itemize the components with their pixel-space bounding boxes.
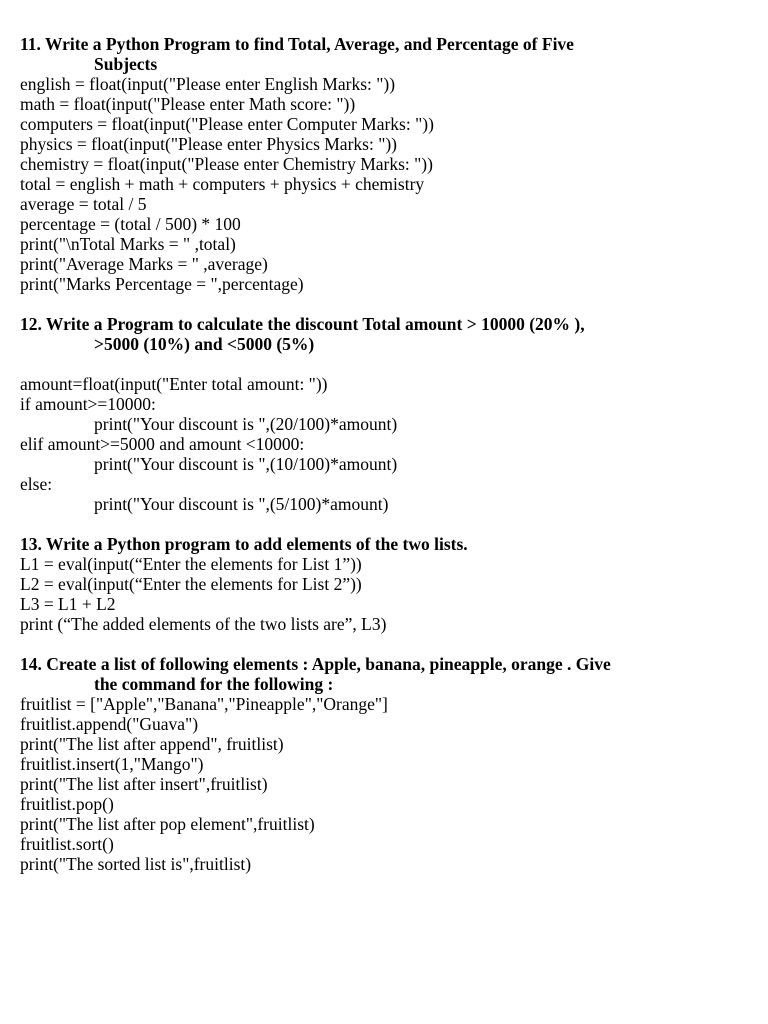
code-line: print("The list after pop element",fruitlist) (20, 814, 315, 834)
question-section (20, 534, 750, 634)
code-line: if amount>=10000: (20, 394, 156, 414)
code-line: print("The list after append", fruitlist) (20, 734, 284, 754)
blank-line (20, 354, 750, 374)
code-line: fruitlist.pop() (20, 794, 114, 814)
question-heading-continuation: the command for the following : (94, 674, 334, 694)
question-heading: 12. Write a Program to calculate the discount Total amount > 10000 (20% ), (20, 314, 585, 334)
code-line: fruitlist.append("Guava") (20, 714, 199, 734)
section-spacer (20, 294, 750, 314)
code-line: elif amount>=5000 and amount <10000: (20, 434, 305, 454)
code-line: print("Your discount is ",(5/100)*amount) (94, 494, 389, 514)
code-line: computers = float(input("Please enter Computer Marks: ")) (20, 114, 434, 134)
code-line: print("The sorted list is",fruitlist) (20, 854, 252, 874)
section-spacer (20, 634, 750, 654)
code-line: amount=float(input("Enter total amount: ")) (20, 374, 328, 394)
question-section (20, 654, 750, 874)
code-line: L2 = eval(input(“Enter the elements for List 2”)) (20, 574, 362, 594)
code-line: L3 = L1 + L2 (20, 594, 116, 614)
code-line: percentage = (total / 500) * 100 (20, 214, 241, 234)
question-heading-continuation: >5000 (10%) and <5000 (5%) (94, 334, 315, 354)
code-line: chemistry = float(input("Please enter Chemistry Marks: ")) (20, 154, 433, 174)
code-line: print("Your discount is ",(20/100)*amount) (94, 414, 398, 434)
code-line: print("The list after insert",fruitlist) (20, 774, 268, 794)
code-line: fruitlist.insert(1,"Mango") (20, 754, 204, 774)
question-heading-continuation: Subjects (94, 54, 158, 74)
code-line: print("Average Marks = " ,average) (20, 254, 268, 274)
code-line: average = total / 5 (20, 194, 147, 214)
code-line: math = float(input("Please enter Math score: ")) (20, 94, 356, 114)
code-line: fruitlist = ["Apple","Banana","Pineapple","Orange"] (20, 694, 388, 714)
code-line: print("Your discount is ",(10/100)*amount) (94, 454, 398, 474)
code-line: english = float(input("Please enter English Marks: ")) (20, 74, 396, 94)
code-line: print (“The added elements of the two lists are”, L3) (20, 614, 387, 634)
section-spacer (20, 514, 750, 534)
code-line: L1 = eval(input(“Enter the elements for List 1”)) (20, 554, 362, 574)
question-heading: 14. Create a list of following elements : Apple, banana, pineapple, orange . Give (20, 654, 611, 674)
question-heading: 13. Write a Python program to add elements of the two lists. (20, 534, 468, 554)
code-line: physics = float(input("Please enter Physics Marks: ")) (20, 134, 398, 154)
question-heading: 11. Write a Python Program to find Total, Average, and Percentage of Five (20, 34, 574, 54)
document-body (20, 34, 750, 874)
question-section (20, 314, 750, 514)
code-line: fruitlist.sort() (20, 834, 114, 854)
code-line: print("\nTotal Marks = " ,total) (20, 234, 236, 254)
code-line: total = english + math + computers + physics + chemistry (20, 174, 425, 194)
question-section (20, 34, 750, 294)
code-line: print("Marks Percentage = ",percentage) (20, 274, 304, 294)
code-line: else: (20, 474, 53, 494)
